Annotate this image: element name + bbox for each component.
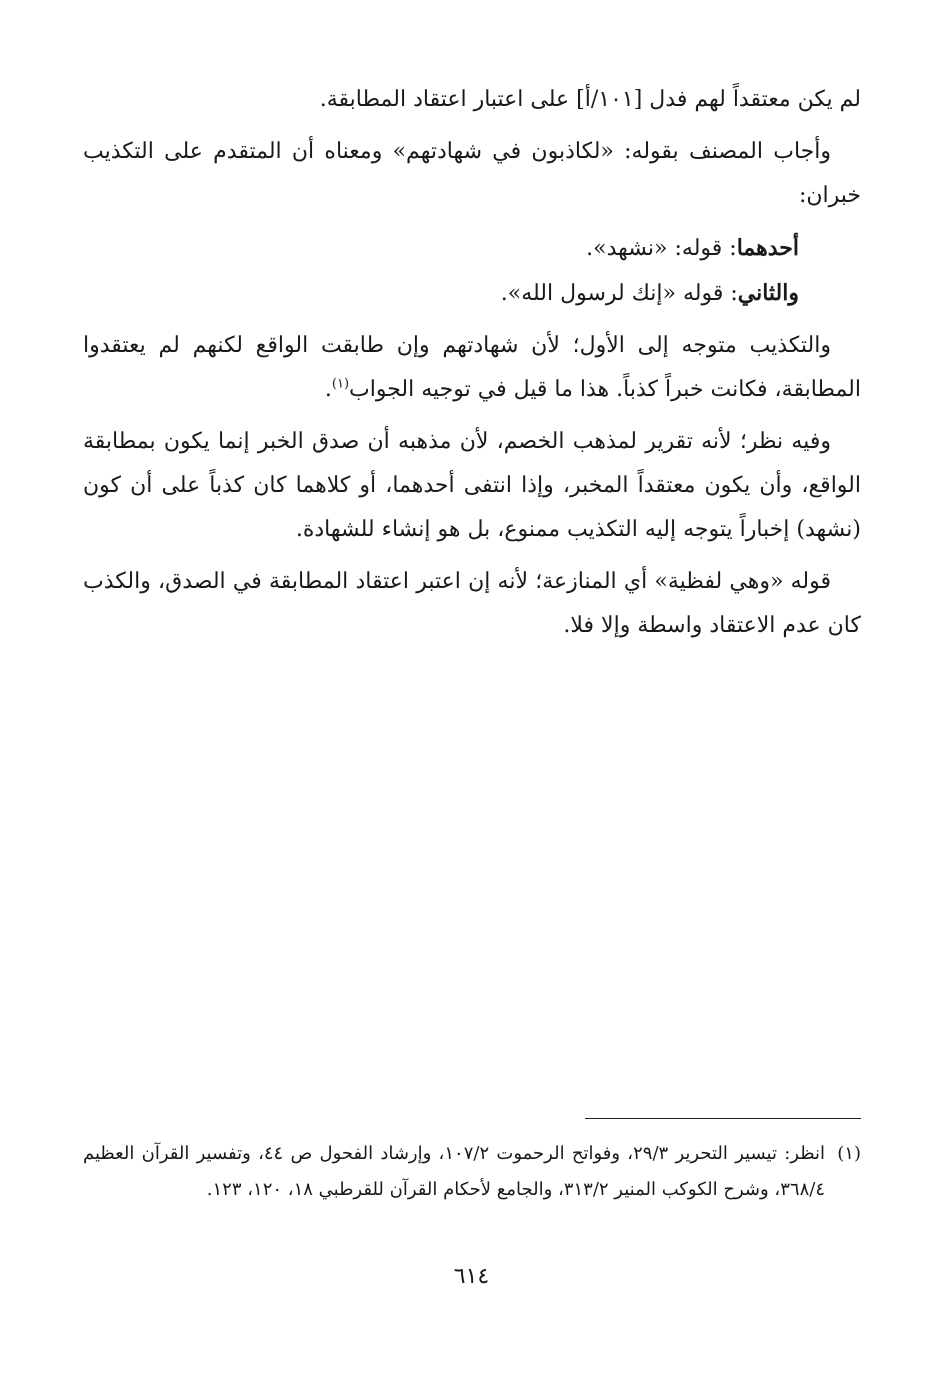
paragraph-text: والتكذيب متوجه إلى الأول؛ لأن شهادتهم وإن طابقت الواقع لكنهم لم يعتقدوا المطابقة، فكانت خبراً كذباً. هذا ما قيل في توجيه الجواب (83, 333, 861, 402)
footnote (83, 1136, 861, 1208)
item-text: : قوله «إنك لرسول الله». (500, 281, 738, 306)
main-text (83, 78, 861, 656)
paragraph: وأجاب المصنف بقوله: «لكاذبون في شهادتهم» ومعناه أن المتقدم على التكذيب خبران: (83, 139, 861, 208)
item-label: والثاني (737, 280, 799, 306)
page-number: ٦١٤ (453, 1264, 490, 1289)
item-text: : قوله: «نشهد». (586, 236, 737, 261)
footnote-number: (١) (837, 1143, 861, 1164)
paragraph: قوله «وهي لفظية» أي المنازعة؛ لأنه إن اعتبر اعتقاد المطابقة في الصدق، والكذب كان عدم الاعتقاد واسطة وإلا فلا. (83, 569, 861, 638)
list-item (83, 226, 861, 271)
footnote-reference[interactable]: (١) (331, 376, 350, 392)
paragraph: لم يكن معتقداً لهم فدل [١٠١/أ] على اعتبار اعتقاد المطابقة. (319, 87, 861, 112)
footnote-text: انظر: تيسير التحرير ٢٩/٣، وفواتح الرحموت ١٠٧/٢، وإرشاد الفحول ص ٤٤، وتفسير القرآن العظيم ٣٦٨/٤، وشرح الكوكب المنير ٣١٣/٢، والجامع لأحكام القرآن للقرطبي ١٨، ١٢٠، ١٢٣. (83, 1143, 826, 1200)
paragraph: وفيه نظر؛ لأنه تقرير لمذهب الخصم، لأن مذهبه أن صدق الخبر إنما يكون بمطابقة الواقع، وأن يكون معتقداً المخبر، وإذا انتفى أحدهما، أو كلاهما كان كذباً على أن كون (نشهد) إخباراً يتوجه إليه التكذيب ممنوع، بل هو إنشاء للشهادة. (83, 429, 861, 542)
footnote-divider (585, 1118, 861, 1119)
paragraph-end: . (324, 377, 332, 402)
list-item (83, 271, 861, 316)
item-label: أحدهما (736, 235, 799, 261)
paragraph (83, 324, 861, 412)
